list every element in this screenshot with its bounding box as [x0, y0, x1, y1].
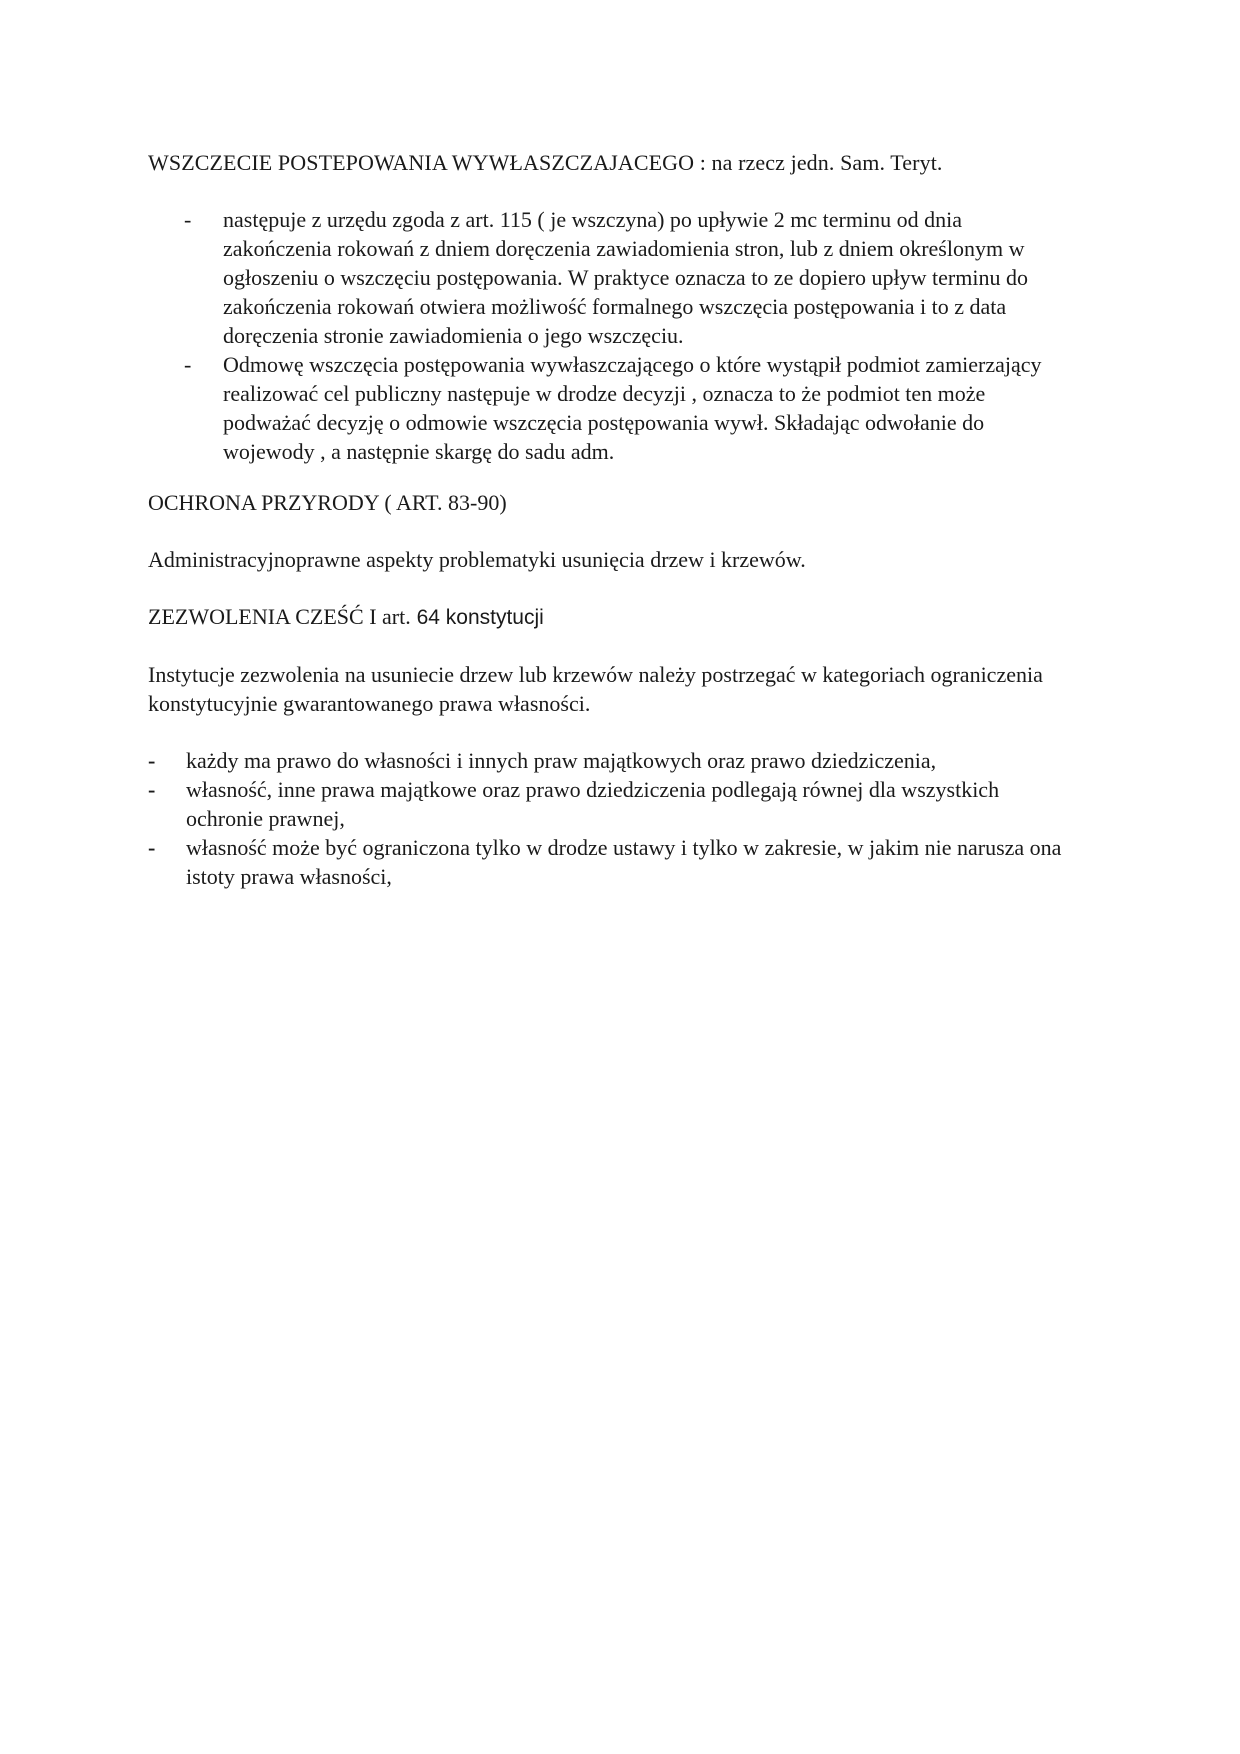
bullet-dash: - — [148, 835, 156, 860]
permits-heading-sans: 64 konstytucji — [410, 606, 544, 629]
bullet-dash: - — [148, 748, 156, 773]
section-heading-expropriation: WSZCZECIE POSTEPOWANIA WYWŁASZCZAJACEGO : na rzecz jedn. Sam. Teryt. — [148, 150, 943, 175]
list-item-text: Odmowę wszczęcia postępowania wywłaszczającego o które wystąpił podmiot zamierzający realizować cel publiczny następuje w drodze decyzji , oznacza to że podmiot ten może podważać decyzję o odmowie wszczęcia postępowania wywł. Składając odwołanie do wojewody , a następnie skargę do sadu adm. — [223, 352, 1042, 464]
list-item — [148, 775, 1070, 833]
expropriation-bullet-list — [184, 205, 1070, 466]
section-heading-nature-protection: OCHRONA PRZYRODY ( ART. 83-90) — [148, 490, 507, 515]
bullet-dash: - — [184, 352, 192, 377]
list-item — [148, 833, 1070, 891]
paragraph-permit-institution: Instytucje zezwolenia na usuniecie drzew lub krzewów należy postrzegać w kategoriach ograniczenia konstytucyjnie gwarantowanego prawa własności. — [148, 662, 1043, 716]
section-heading-permits — [148, 602, 1070, 632]
list-item — [148, 746, 1070, 775]
bullet-dash: - — [148, 777, 156, 802]
constitution-bullet-list — [148, 746, 1070, 891]
list-item-text: następuje z urzędu zgoda z art. 115 ( je wszczyna) po upływie 2 mc terminu od dnia zakończenia rokowań z dniem doręczenia zawiadomienia stron, lub z dniem określonym w ogłoszeniu o wszczęciu postępowania. W praktyce oznacza to ze dopiero upływ terminu do zakończenia rokowań otwiera możliwość formalnego wszczęcia postępowania i to z data doręczenia stronie zawiadomienia o jego wszczęciu. — [223, 207, 1028, 348]
list-item — [184, 350, 1070, 466]
permits-heading-serif: ZEZWOLENIA CZEŚĆ I art. — [148, 604, 411, 629]
list-item-text: każdy ma prawo do własności i innych praw majątkowych oraz prawo dziedziczenia, — [186, 748, 937, 773]
list-item-text: własność, inne prawa majątkowe oraz prawo dziedziczenia podlegają równej dla wszystkich ochronie prawnej, — [186, 777, 1000, 831]
list-item — [184, 205, 1070, 350]
bullet-dash: - — [184, 207, 192, 232]
paragraph-tree-removal-aspects: Administracyjnoprawne aspekty problematyki usunięcia drzew i krzewów. — [148, 547, 806, 572]
list-item-text: własność może być ograniczona tylko w drodze ustawy i tylko w zakresie, w jakim nie narusza ona istoty prawa własności, — [186, 835, 1062, 889]
